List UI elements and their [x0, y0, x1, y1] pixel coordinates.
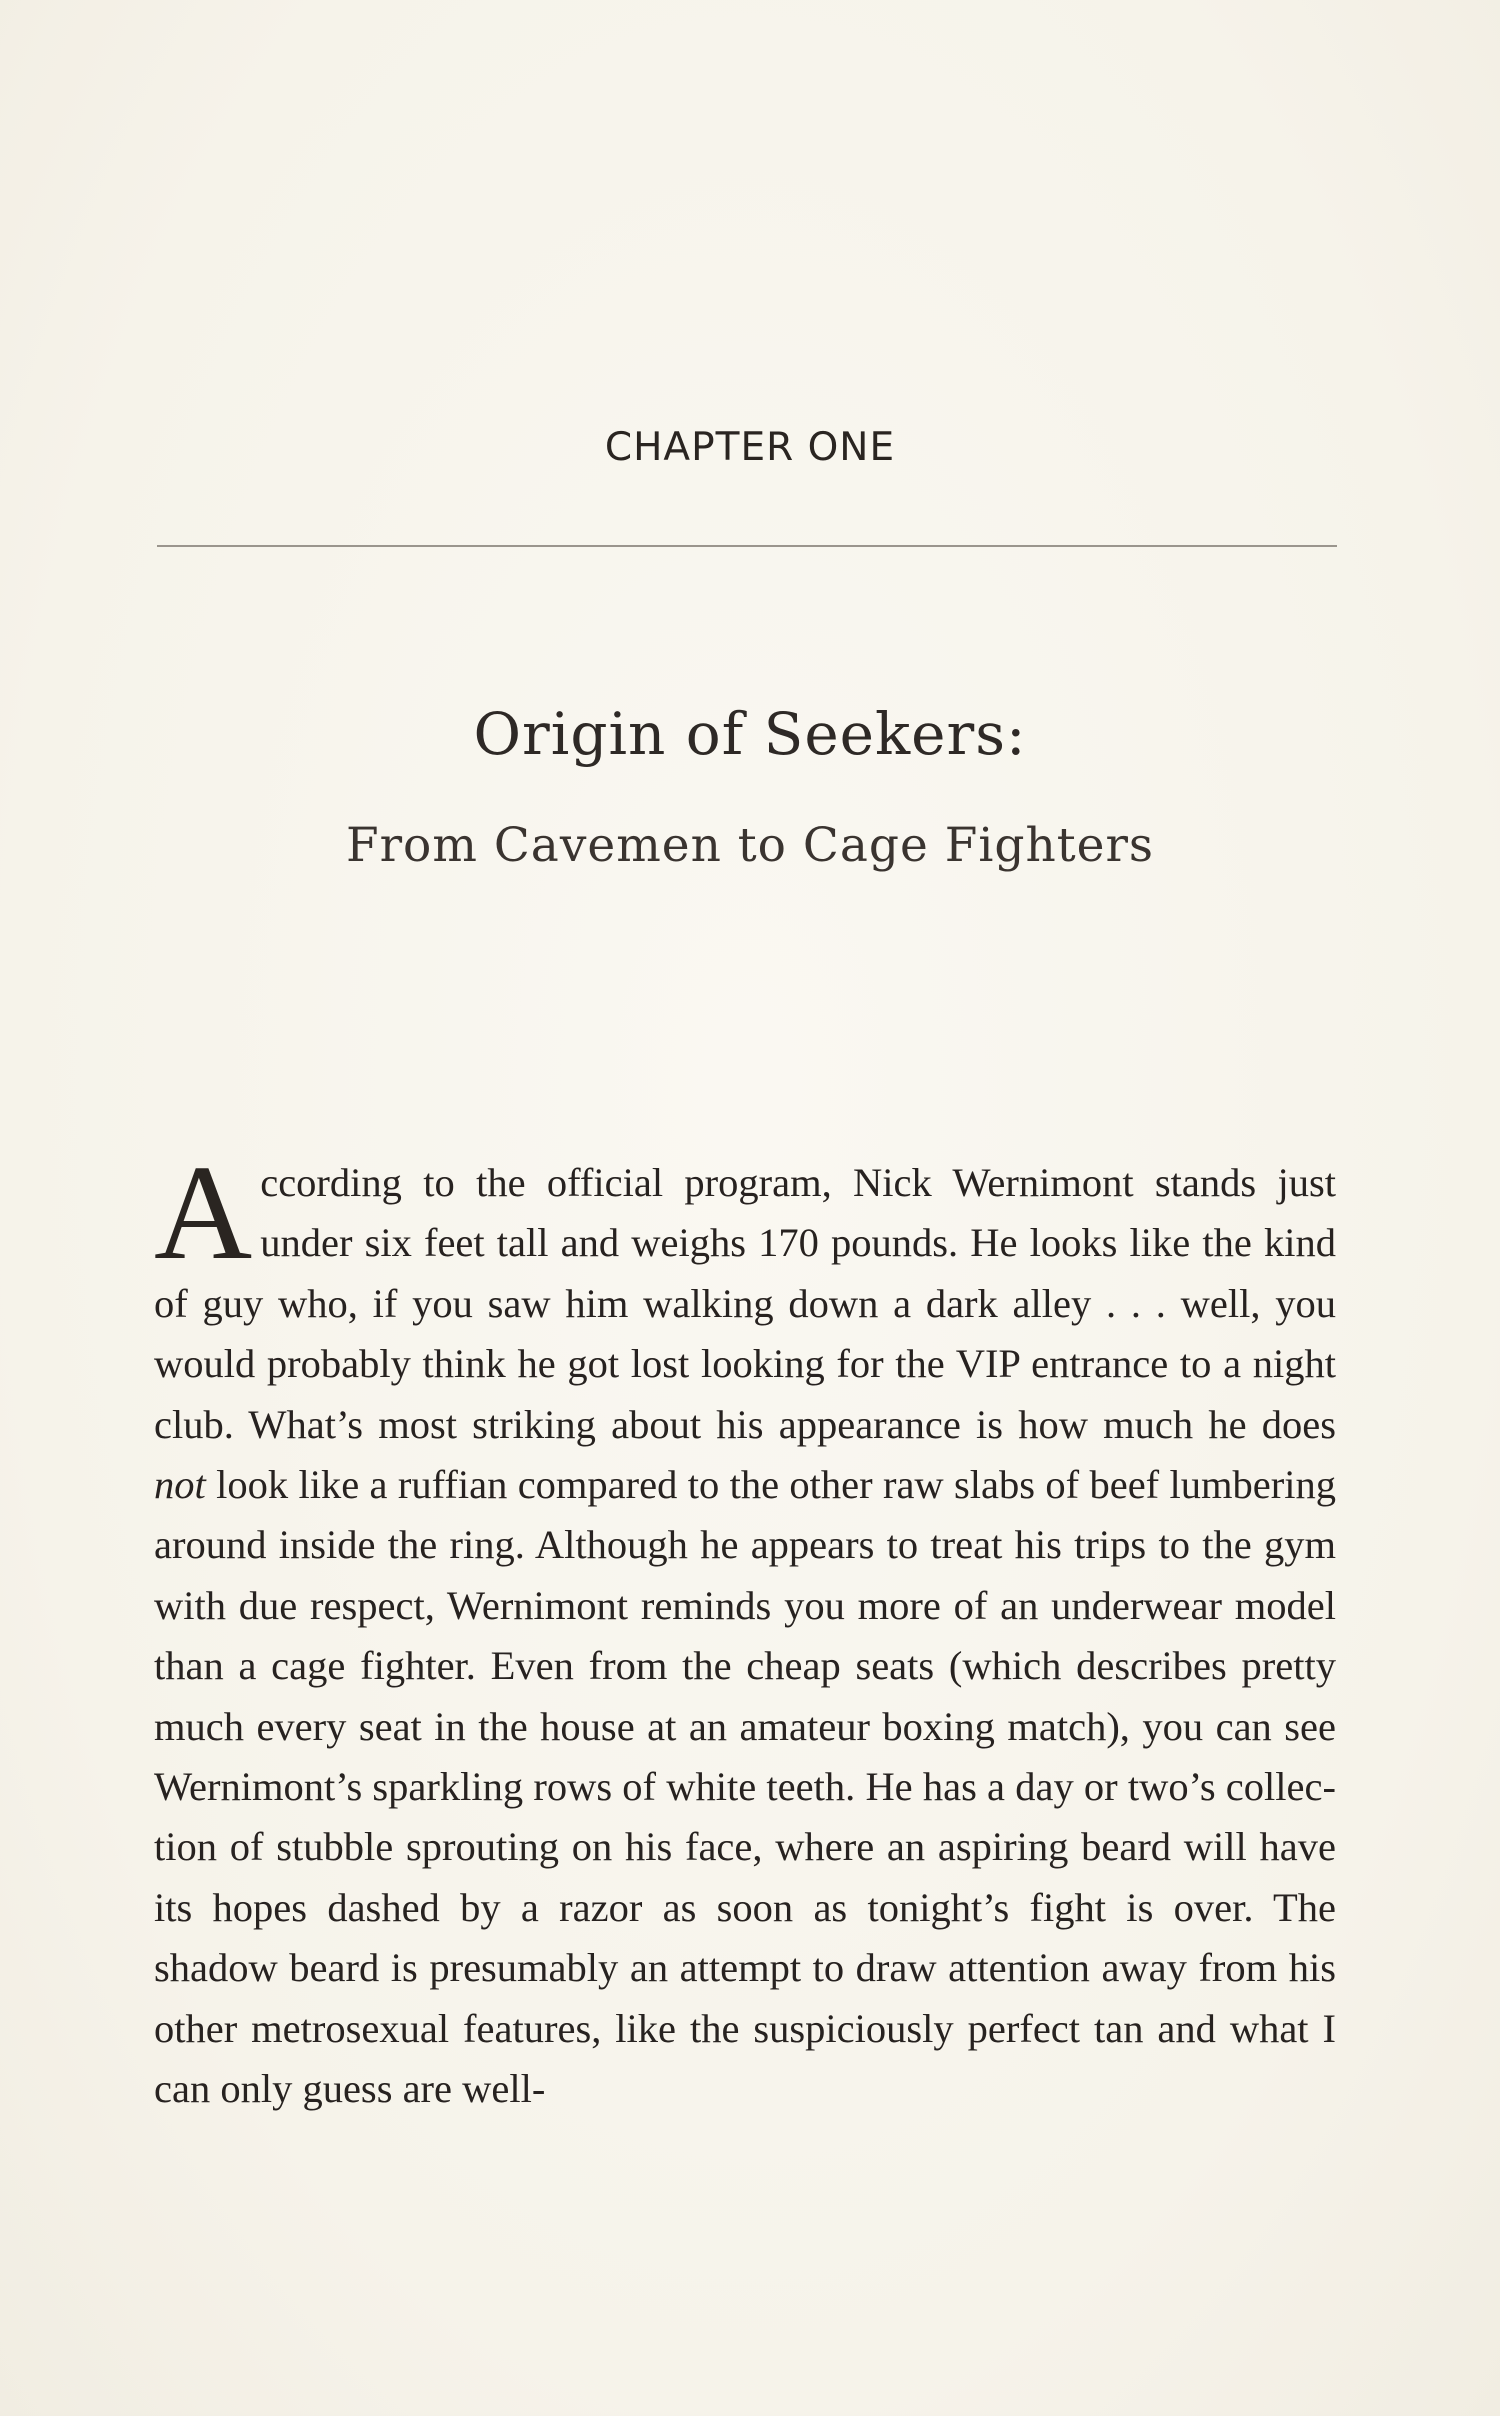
emphasis-word: not	[154, 1462, 206, 1508]
paragraph-opening: ccording to the official program, Nick Wernimont stands just under six feet tall and weighs 170 pounds. He looks like the kind of guy who, if you saw him walking down a dark alley . . . well, you would probably think he got lost looking for the VIP entrance to a night club. What’s most striking about his appearance is how much he does	[154, 1160, 1336, 1447]
body-paragraph	[154, 1138, 1336, 2120]
chapter-title: Origin of Seekers:	[473, 700, 1027, 768]
drop-cap: A	[154, 1138, 253, 1288]
paragraph-continuation: look like a ruffian compared to the other raw slabs of beef lumbering around inside the ring. Although he appears to treat his trips to the gym with due respect, Wernimont reminds you more of an underwear model than a cage fighter. Even from the cheap seats (which describes pretty much every seat in the house at an amateur boxing match), you can see Wernimont’s sparkling rows of white teeth. He has a day or two’s collection of stubble sprouting on his face, where an aspiring beard will have its hopes dashed by a razor as soon as tonight’s fight is over. The shadow beard is presumably an attempt to draw attention away from his other metrosexual features, like the suspiciously perfect tan and what I can only guess are well-	[154, 1462, 1336, 2112]
chapter-label: CHAPTER ONE	[604, 425, 896, 470]
chapter-divider	[157, 545, 1337, 547]
chapter-subtitle: From Cavemen to Cage Fighters	[345, 818, 1155, 873]
